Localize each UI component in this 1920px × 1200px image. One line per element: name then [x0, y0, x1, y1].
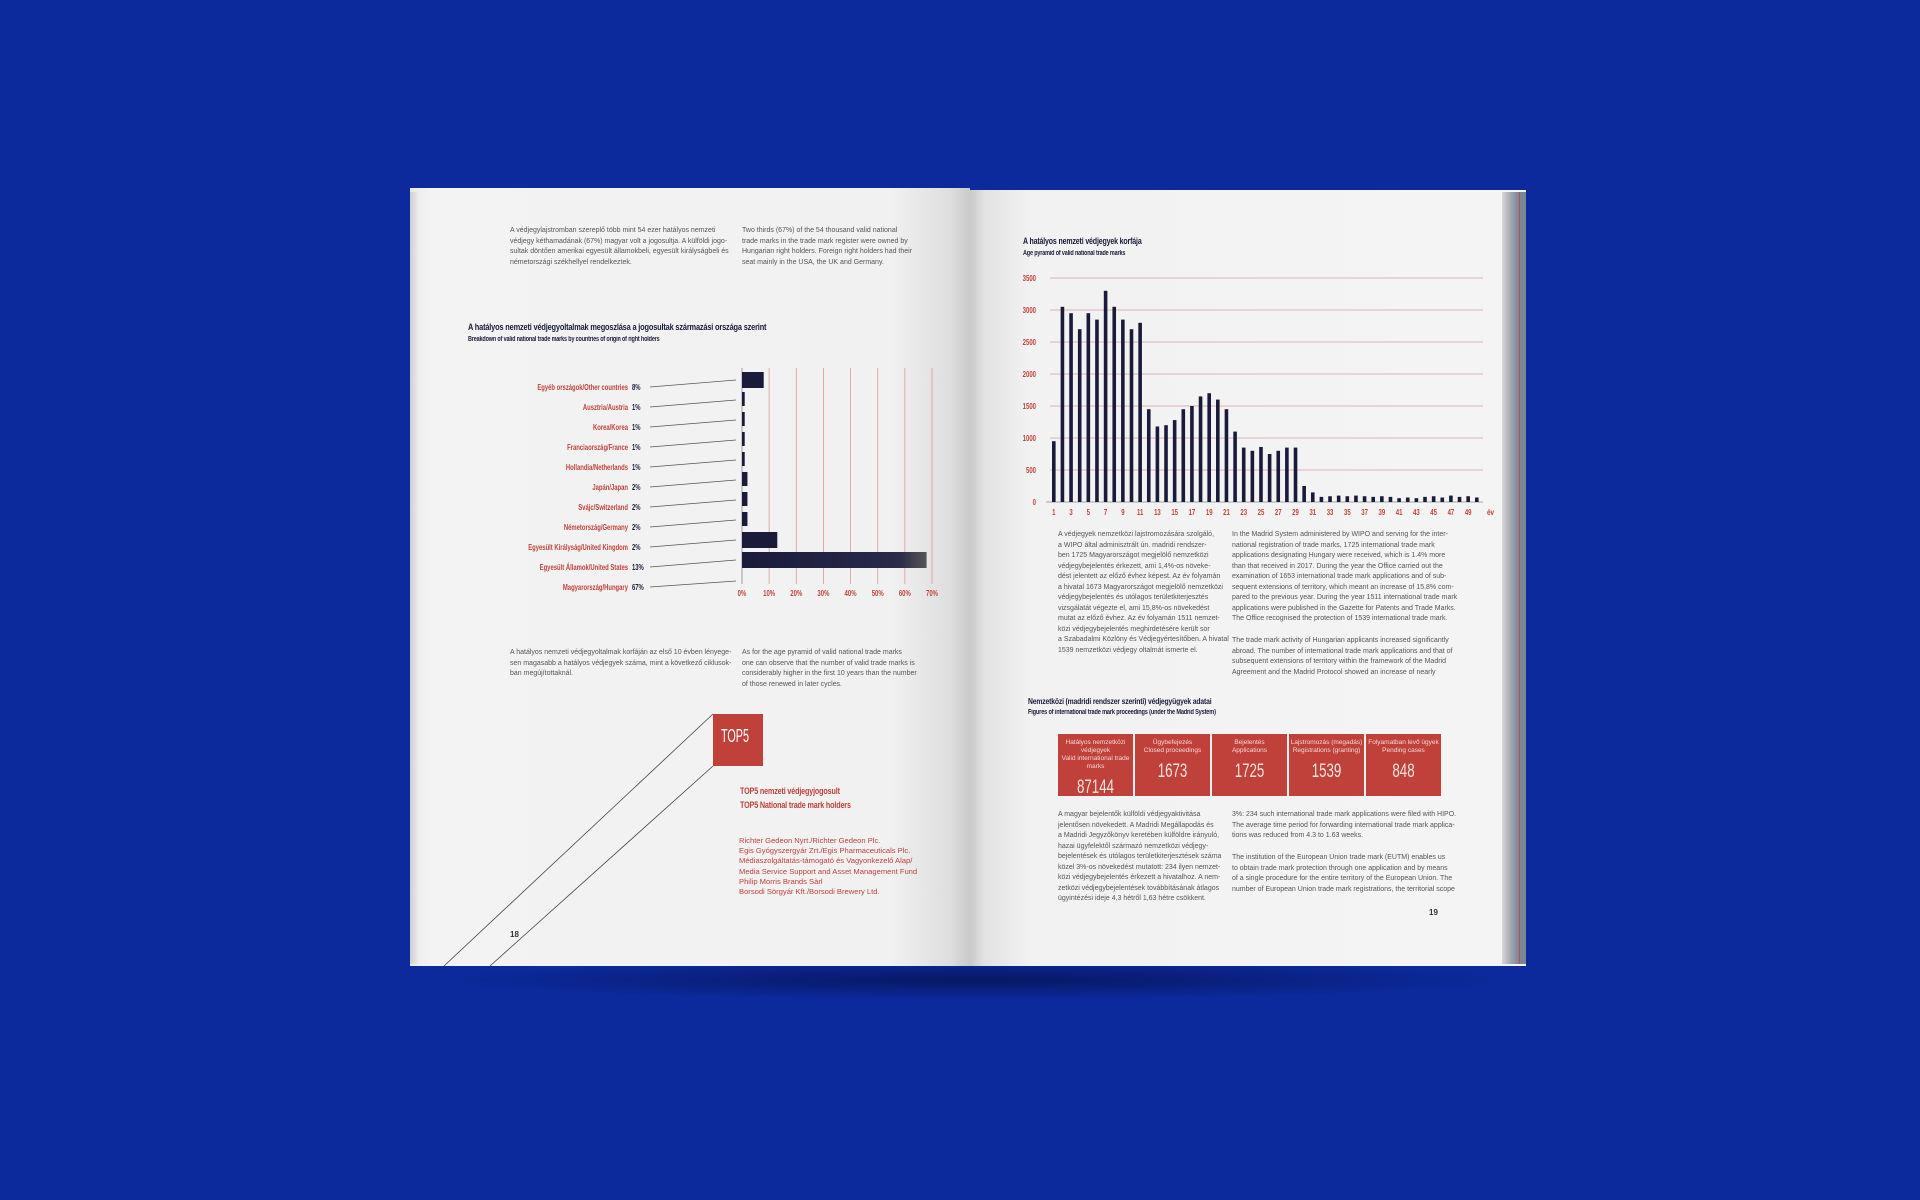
bar: [1458, 497, 1462, 502]
table-cell-label-en: Closed proceedings: [1143, 747, 1202, 754]
right-page-edge: [1502, 192, 1526, 964]
diagonal-lines: [410, 688, 970, 968]
bar: [1052, 441, 1056, 502]
bar: [1466, 496, 1470, 502]
y-tick-label: 2500: [1022, 339, 1036, 348]
bar: [1138, 323, 1142, 502]
x-tick-label: 47: [1447, 509, 1455, 518]
top5-holder-line: Médiaszolgáltatás-támogató és Vagyonkezelő Alap/: [739, 856, 913, 866]
age-text-hu: [510, 648, 731, 680]
left-page: [410, 188, 970, 966]
bar: [1181, 409, 1185, 502]
intro-hu-line: A védjegylajstromban szereplő több mint 54 ezer hatályos nemzeti: [510, 227, 716, 234]
bottom-hu-line: hazai ügyfelektől származó nemzetközi védjegy-: [1058, 842, 1209, 850]
leader-line: [650, 440, 736, 447]
left-page-edge: [410, 192, 418, 964]
bottom-hu-line: a Madridi Jegyzőkönyv keretében külföldre irányuló,: [1058, 832, 1220, 839]
bar: [1156, 426, 1160, 502]
bar: [1389, 497, 1393, 502]
category-value-label: 1%: [632, 443, 641, 453]
bottom-en2-line: The institution of the European Union trade mark (EUTM) enables us: [1232, 854, 1446, 861]
bar: [742, 512, 747, 526]
table-cell-label: [1212, 734, 1287, 755]
table-cell-label-hu: Folyamatban levő ügyek: [1368, 739, 1439, 746]
category-label: Magyarország/Hungary: [562, 583, 628, 593]
bar: [1095, 320, 1099, 502]
open-book: [410, 188, 1526, 966]
bar: [1173, 420, 1177, 502]
bar: [1311, 492, 1315, 502]
leader-line: [650, 420, 736, 427]
category-label: Egyesült Államok/United States: [539, 563, 628, 573]
x-tick-label: 10%: [763, 590, 776, 599]
bottom-en1-line: tions was reduced from 4.3 to 1.63 weeks.: [1232, 832, 1364, 839]
category-label: Ausztria/Austria: [582, 403, 628, 413]
x-tick-label: 39: [1378, 509, 1386, 518]
bar: [1069, 313, 1073, 502]
intro-en: [742, 226, 912, 268]
category-value-label: 1%: [632, 403, 641, 413]
bottom-en2-line: to obtain trade mark protection through one application and by means: [1232, 864, 1448, 872]
page-number-left: 18: [510, 930, 519, 939]
table-cell-value: 1673: [1157, 761, 1188, 782]
top5-holder-line: Egis Gyógyszergyár Zrt./Egis Pharmaceuticals Plc.: [739, 846, 911, 856]
bar: [1380, 496, 1384, 502]
intro-en-line: Hungarian right holders. Foreign right holders had their: [742, 248, 913, 255]
x-tick-label: 27: [1274, 509, 1282, 518]
age-pyramid-chart: [970, 260, 1526, 518]
top5-title-hu: TOP5 nemzeti védjegyjogosult: [740, 786, 840, 796]
category-value-label: 8%: [632, 383, 641, 393]
x-tick-label: 43: [1413, 509, 1420, 518]
bar: [742, 452, 745, 466]
category-label: Egyéb országok/Other countries: [537, 383, 628, 393]
madrid-figures-table: [1058, 734, 1441, 796]
x-tick-label: 40%: [844, 590, 857, 599]
madrid-en-line: In the Madrid System administered by WIPO and serving for the inter-: [1232, 531, 1448, 538]
madrid-text-hu: [1058, 530, 1229, 656]
x-tick-label: 0%: [737, 590, 747, 599]
leader-line: [650, 540, 736, 547]
bar: [1233, 432, 1237, 502]
madrid-hu-line: ben 1725 Magyarországot megjelölő nemzetközi: [1058, 552, 1209, 559]
bottom-hu-line: bejelentések és utólagos területkiterjesztések száma: [1058, 853, 1222, 860]
intro-hu-line: védjegy kéthamadának (67%) magyar volt a jogosultja. A külföldi jogo-: [510, 237, 728, 245]
bottom-text-en-1: [1232, 810, 1456, 842]
x-tick-label: 50%: [871, 590, 884, 599]
bar: [1397, 498, 1401, 502]
bottom-hu-line: zetközi védjegybejelentések továbbításának átlagos: [1058, 884, 1220, 892]
category-value-label: 2%: [632, 523, 641, 533]
bottom-hu-line: A magyar bejelentők külföldi védjegyaktivitása: [1058, 811, 1201, 818]
table-title-en: Figures of international trade mark proceedings (under the Madrid System): [1028, 709, 1216, 716]
x-tick-label: 45: [1430, 509, 1437, 518]
x-tick-label: 35: [1343, 509, 1351, 518]
x-tick-label: 70%: [926, 590, 938, 599]
x-tick-label: 9: [1121, 509, 1125, 518]
bar: [742, 472, 747, 486]
table-cell-value: 848: [1392, 761, 1415, 782]
table-cell-label-en: Registrations (granting): [1292, 747, 1361, 754]
category-value-label: 13%: [632, 563, 644, 573]
activity-en-line: abroad. The number of international trade mark applications and that of: [1232, 647, 1453, 655]
madrid-hu-line: A védjegyek nemzetközi lajstromozására szolgáló,: [1058, 531, 1215, 538]
x-tick-label: 30%: [817, 590, 830, 599]
bottom-hu-line: jelentősen növekedett. A Madridi Megállapodás és: [1058, 821, 1214, 829]
madrid-text-en: [1232, 530, 1457, 625]
bar: [1061, 307, 1065, 502]
bar: [1449, 496, 1453, 502]
bar: [1112, 307, 1116, 502]
table-cell-label-en: Applications: [1231, 747, 1268, 754]
x-tick-label: 3: [1069, 509, 1073, 518]
bar: [1346, 496, 1350, 502]
age-text-en: [742, 648, 917, 690]
madrid-hu-line: dést jelentett az előző évhez képest. Az év folyamán: [1058, 573, 1221, 580]
age-hu-line: A hatályos nemzeti védjegyoltalmak korfáján az első 10 évben lényege-: [510, 649, 732, 656]
madrid-hu-line: védjegybejelentés érkezett, ami 1,4%-os növeke-: [1058, 562, 1211, 570]
x-tick-label: 25: [1257, 509, 1265, 518]
table-cell-label: [1058, 734, 1133, 771]
leader-line: [650, 500, 736, 507]
table-cell-label: [1366, 734, 1441, 755]
x-tick-label: 20%: [790, 590, 803, 599]
leader-line: [650, 520, 736, 527]
madrid-hu-line: a WIPO által adminisztrált ún. madridi rendszer-: [1058, 541, 1207, 549]
category-label: Korea/Korea: [592, 423, 628, 433]
y-tick-label: 0: [1032, 499, 1036, 508]
table-title-hu: Nemzetközi (madridi rendszer szerinti) védjegyügyek adatai: [1028, 696, 1212, 706]
leader-line: [650, 480, 736, 487]
madrid-en-line: sequent extensions of territory, which meant an increase of 15.8% com-: [1232, 583, 1454, 591]
top5-title-en: TOP5 National trade mark holders: [740, 800, 851, 810]
madrid-hu-line: a Szabadalmi Közlöny és Védjegyértesítőben. A hivatal: [1058, 636, 1229, 643]
table-cell-label-en: Pending cases: [1382, 747, 1425, 754]
leader-line: [650, 581, 736, 587]
x-tick-label: 11: [1136, 509, 1144, 518]
table-cell-label: [1135, 734, 1210, 755]
age-en-line: As for the age pyramid of valid national trade marks: [742, 649, 902, 656]
bottom-hu-line: közel 3%-os növekedést mutatott: 234 ilyen nemzet-: [1058, 863, 1221, 871]
x-tick-label: 21: [1223, 509, 1230, 518]
activity-en-line: subsequent extensions of territory within the framework of the Madrid: [1232, 658, 1446, 665]
bar: [742, 392, 745, 406]
bottom-en1-line: The average time period for forwarding international trade mark applica-: [1232, 821, 1455, 829]
category-label: Franciaország/France: [567, 443, 628, 453]
table-cell-label-hu: Lajstromozás (megadás): [1290, 739, 1363, 746]
y-tick-label: 500: [1025, 467, 1036, 476]
madrid-en-line: pared to the previous year. During the year 1511 international trade mark: [1232, 594, 1458, 601]
intro-en-line: Two thirds (67%) of the 54 thousand valid national: [742, 227, 898, 234]
x-tick-label: 31: [1309, 509, 1317, 518]
x-tick-label: 17: [1188, 509, 1196, 518]
madrid-hu-line: vizsgálatát végezte el, ami 15,8%-os növekedést: [1058, 604, 1210, 612]
bar: [1371, 497, 1375, 502]
bar: [1259, 447, 1263, 502]
x-tick-label: 19: [1205, 509, 1213, 518]
bottom-hu-line: ügyintézési ideje 4,3 hétről 1,63 hétre csökkent.: [1058, 895, 1206, 902]
table-cell: [1135, 734, 1210, 796]
y-tick-label: 3500: [1022, 275, 1036, 284]
table-cell-label-en: Valid international trade marks: [1061, 755, 1130, 770]
bar: [1130, 329, 1134, 502]
table-cell: [1212, 734, 1287, 796]
age-en-line: considerably higher in the first 10 years than the number: [742, 670, 917, 677]
bar: [1423, 497, 1427, 502]
x-tick-label: 5: [1086, 509, 1091, 518]
madrid-hu-line: 1539 nemzetközi védjegy oltalmát ismerte el.: [1058, 646, 1198, 654]
top5-box: [713, 714, 763, 766]
madrid-en-line: examination of 1653 international trade mark applications and of sub-: [1232, 573, 1447, 580]
category-label: Hollandia/Netherlands: [565, 463, 628, 473]
bottom-text-hu: [1058, 810, 1221, 905]
bar: [1087, 313, 1091, 502]
age-hu-line: ban megújítottaknál.: [510, 670, 574, 677]
table-cell-value: 87144: [1077, 777, 1114, 798]
y-tick-label: 3000: [1022, 307, 1036, 316]
x-tick-label: 33: [1326, 509, 1334, 518]
activity-en-line: The trade mark activity of Hungarian applicants increased significantly: [1232, 637, 1449, 644]
bar: [1078, 329, 1082, 502]
table-cell-label: [1289, 734, 1364, 755]
intro-en-line: seat mainly in the USA, the UK and Germany.: [742, 258, 884, 266]
bar: [1285, 448, 1289, 502]
bar: [742, 532, 777, 548]
bar: [1432, 496, 1436, 502]
leader-line: [650, 560, 736, 567]
madrid-hu-line: védjegybejelentés és utólagos területkiterjesztés: [1058, 594, 1209, 601]
intro-hu-line: sultak döntően amerikai egyesült államokbeli, egyesült királyságbeli és: [510, 248, 729, 255]
bar: [1328, 496, 1332, 502]
bar: [1276, 451, 1280, 502]
category-value-label: 67%: [632, 583, 644, 593]
top5-holder-line: Philip Morris Brands Sàrl: [739, 876, 823, 886]
bar: [742, 492, 747, 506]
intro-hu: [510, 226, 729, 268]
bar: [742, 372, 764, 388]
x-tick-label: 41: [1395, 509, 1403, 518]
bar: [1242, 448, 1246, 502]
category-label: Japán/Japan: [592, 483, 628, 493]
bar: [1121, 320, 1125, 502]
madrid-en-line: The Office recognised the protection of 1539 international trade mark.: [1232, 615, 1448, 622]
bar: [1337, 496, 1341, 502]
age-en-line: one can observe that the number of valid trade marks is: [742, 659, 915, 667]
age-chart-title-hu: A hatályos nemzeti védjegyek korfája: [1023, 236, 1142, 246]
intro-hu-line: németországi székhellyel rendelkeztek.: [510, 258, 632, 266]
bar: [1164, 425, 1168, 502]
activity-en-line: Agreement and the Madrid Protocol showed an increase of nearly: [1232, 668, 1436, 676]
page-number-right: 19: [1429, 908, 1438, 917]
y-tick-label: 1500: [1022, 403, 1036, 412]
bar: [1216, 400, 1220, 502]
bar: [1354, 496, 1358, 502]
category-value-label: 2%: [632, 543, 641, 553]
x-axis-label: év: [1487, 507, 1495, 518]
bar: [1104, 291, 1108, 502]
top5-holder-line: Richter Gedeon Nyrt./Richter Gedeon Plc.: [739, 836, 881, 845]
x-tick-label: 7: [1103, 509, 1108, 518]
table-cell: [1289, 734, 1364, 796]
age-chart-title-en: Age pyramid of valid national trade marks: [1023, 250, 1126, 257]
activity-text-en: [1232, 636, 1453, 678]
category-value-label: 2%: [632, 503, 641, 513]
bottom-hu-line: közi védjegybejelentés érkezett a hivatalhoz. A nem-: [1058, 874, 1221, 881]
madrid-en-line: national registration of trade marks, 1725 international trade mark: [1232, 541, 1435, 549]
table-cell: [1366, 734, 1441, 796]
madrid-en-line: than that received in 2017. During the year the Office carried out the: [1232, 562, 1443, 570]
top5-holder-line: Media Service Support and Asset Management Fund: [739, 866, 918, 876]
leader-line: [650, 460, 736, 467]
bar: [742, 552, 927, 568]
x-tick-label: 1: [1052, 509, 1056, 518]
category-label: Németország/Germany: [563, 523, 628, 533]
bar: [742, 432, 745, 446]
category-value-label: 2%: [632, 483, 641, 493]
table-cell-value: 1725: [1234, 761, 1265, 782]
bar: [1320, 497, 1324, 502]
bar: [1302, 486, 1306, 502]
bottom-en2-line: number of European Union trade mark registrations, the territorial scope: [1232, 885, 1455, 893]
table-cell: [1058, 734, 1133, 796]
bar: [1440, 498, 1444, 502]
x-tick-label: 60%: [898, 590, 911, 599]
y-tick-label: 1000: [1022, 435, 1036, 444]
x-tick-label: 37: [1361, 509, 1368, 518]
table-cell-value: 1539: [1311, 761, 1342, 782]
leader-line: [650, 380, 736, 387]
bar: [1415, 498, 1419, 502]
bottom-text-en-2: [1232, 853, 1455, 895]
bar: [1199, 396, 1203, 502]
x-tick-label: 29: [1292, 509, 1299, 518]
leader-line: [650, 400, 736, 407]
bar: [1251, 451, 1255, 502]
madrid-en-line: applications designating Hungary were received, which is 1.4% more: [1232, 552, 1446, 559]
top5-holders-list: [739, 836, 917, 897]
madrid-hu-line: a hivatal 1673 Magyarországot megjelölő nemzetközi: [1058, 583, 1223, 591]
bottom-en2-line: of a single procedure for the entire territory of the European Union. The: [1232, 875, 1453, 882]
table-cell-label-hu: Hatályos nemzetközi védjegyek: [1065, 739, 1126, 754]
country-chart-title-hu: A hatályos nemzeti védjegyoltalmak megoszlása a jogosultak származási országa szerint: [468, 322, 767, 332]
bar: [1207, 393, 1211, 502]
category-value-label: 1%: [632, 423, 641, 433]
madrid-hu-line: mutat az előző évhez. Az év folyamán 1511 nemzet-: [1058, 615, 1220, 622]
bar: [1475, 498, 1479, 502]
age-hu-line: sen magasabb a hatályos védjegyek száma, mint a következő ciklusok-: [510, 659, 732, 667]
top5-label: TOP5: [721, 726, 750, 746]
right-page: [970, 190, 1526, 966]
y-tick-label: 2000: [1022, 371, 1036, 380]
bar: [1363, 496, 1367, 502]
country-chart-title-en: Breakdown of valid national trade marks by countries of origin of right holders: [468, 336, 660, 343]
x-tick-label: 13: [1154, 509, 1161, 518]
bar: [1268, 454, 1272, 502]
bar: [742, 412, 745, 426]
table-cell-label-hu: Ügybefejezés: [1152, 739, 1193, 746]
category-value-label: 1%: [632, 463, 641, 473]
bar: [1190, 406, 1194, 502]
bar: [1294, 448, 1298, 502]
bar: [1225, 409, 1229, 502]
table-cell-label-hu: Bejelentés: [1234, 739, 1265, 746]
x-tick-label: 49: [1464, 509, 1472, 518]
bar: [1147, 409, 1151, 502]
category-label: Svájc/Switzerland: [578, 503, 628, 513]
bar: [1406, 498, 1410, 502]
madrid-hu-line: közi védjegybejelentés meghirdetésére került sor: [1058, 625, 1210, 633]
x-tick-label: 15: [1171, 509, 1178, 518]
x-tick-label: 23: [1240, 509, 1248, 518]
madrid-en-line: applications were published in the Gazette for Patents and Trade Marks.: [1232, 604, 1456, 612]
age-en-line: of those renewed in later cycles.: [742, 680, 842, 688]
bottom-en1-line: 3%: 234 such international trade mark applications were filed with HIPO.: [1232, 811, 1457, 818]
top5-holder-line: Borsodi Sörgyár Kft./Borsodi Brewery Ltd.: [739, 887, 880, 897]
intro-en-line: trade marks in the trade mark register were owned by: [742, 237, 908, 245]
country-chart: [410, 368, 970, 628]
category-label: Egyesült Királyság/United Kingdom: [528, 543, 628, 553]
